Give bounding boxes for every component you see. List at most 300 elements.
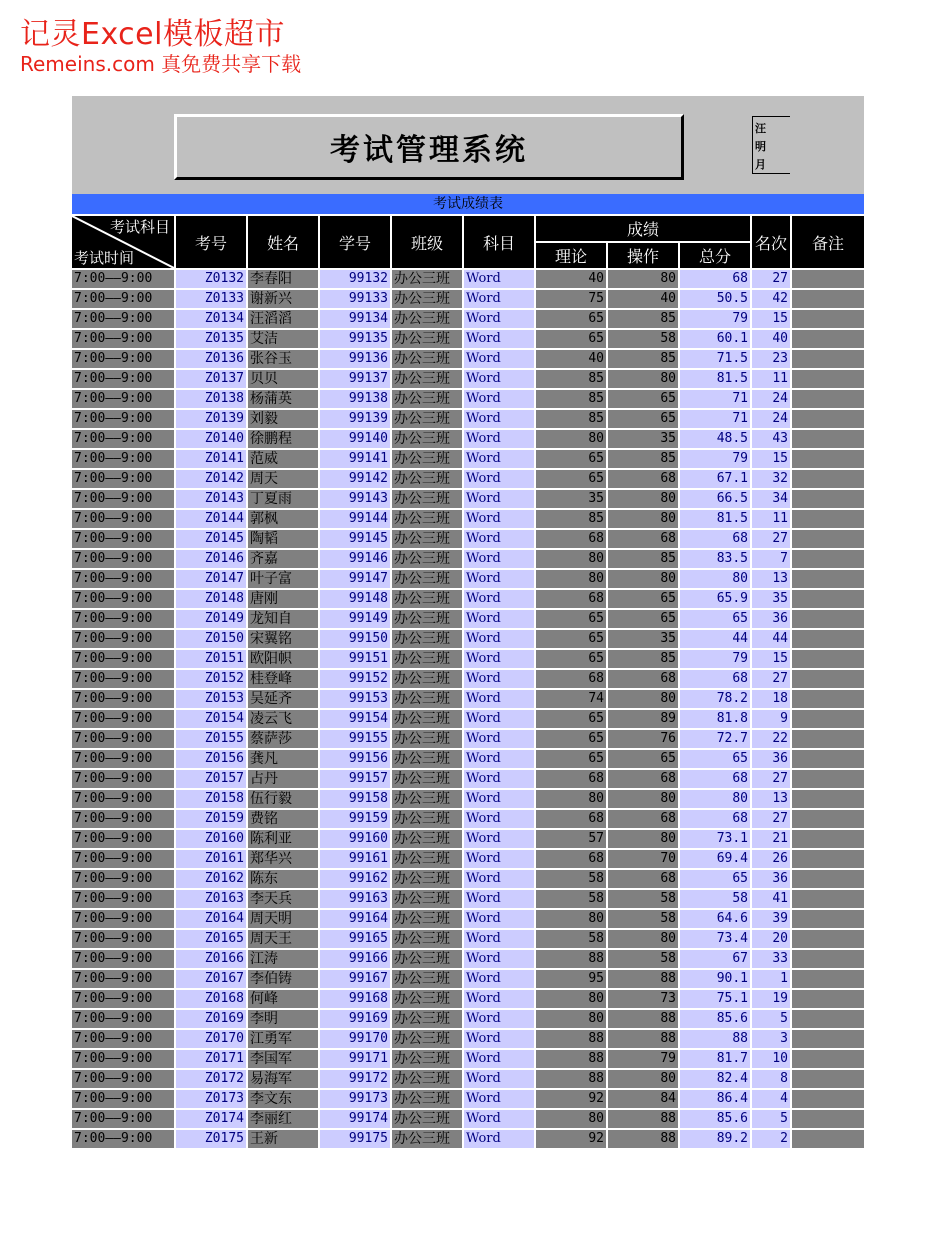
- cell-subject[interactable]: Word: [464, 690, 534, 708]
- cell-class[interactable]: 办公三班: [392, 370, 462, 388]
- cell-note[interactable]: [792, 390, 864, 408]
- cell-name[interactable]: 陈东: [248, 870, 318, 888]
- cell-exam-id[interactable]: Z0155: [176, 730, 246, 748]
- cell-rank[interactable]: 20: [752, 930, 790, 948]
- cell-note[interactable]: [792, 310, 864, 328]
- cell-student-no[interactable]: 99137: [320, 370, 390, 388]
- cell-theory-score[interactable]: 88: [536, 1070, 606, 1088]
- cell-student-no[interactable]: 99134: [320, 310, 390, 328]
- cell-exam-time[interactable]: 7:00——9:00: [72, 510, 174, 528]
- cell-note[interactable]: [792, 890, 864, 908]
- cell-student-no[interactable]: 99139: [320, 410, 390, 428]
- cell-student-no[interactable]: 99158: [320, 790, 390, 808]
- cell-rank[interactable]: 36: [752, 610, 790, 628]
- cell-exam-id[interactable]: Z0137: [176, 370, 246, 388]
- cell-operation-score[interactable]: 80: [608, 690, 678, 708]
- cell-rank[interactable]: 22: [752, 730, 790, 748]
- cell-note[interactable]: [792, 850, 864, 868]
- cell-rank[interactable]: 5: [752, 1010, 790, 1028]
- cell-class[interactable]: 办公三班: [392, 510, 462, 528]
- cell-name[interactable]: 唐刚: [248, 590, 318, 608]
- cell-exam-id[interactable]: Z0162: [176, 870, 246, 888]
- cell-note[interactable]: [792, 430, 864, 448]
- cell-name[interactable]: 丁夏雨: [248, 490, 318, 508]
- cell-total-score[interactable]: 64.6: [680, 910, 750, 928]
- cell-note[interactable]: [792, 1010, 864, 1028]
- cell-exam-time[interactable]: 7:00——9:00: [72, 310, 174, 328]
- cell-subject[interactable]: Word: [464, 730, 534, 748]
- cell-class[interactable]: 办公三班: [392, 730, 462, 748]
- cell-student-no[interactable]: 99145: [320, 530, 390, 548]
- cell-rank[interactable]: 36: [752, 750, 790, 768]
- cell-total-score[interactable]: 89.2: [680, 1130, 750, 1148]
- cell-exam-time[interactable]: 7:00——9:00: [72, 550, 174, 568]
- cell-exam-time[interactable]: 7:00——9:00: [72, 810, 174, 828]
- cell-note[interactable]: [792, 770, 864, 788]
- cell-class[interactable]: 办公三班: [392, 870, 462, 888]
- cell-exam-id[interactable]: Z0158: [176, 790, 246, 808]
- cell-student-no[interactable]: 99164: [320, 910, 390, 928]
- cell-exam-time[interactable]: 7:00——9:00: [72, 650, 174, 668]
- cell-class[interactable]: 办公三班: [392, 670, 462, 688]
- cell-name[interactable]: 李丽红: [248, 1110, 318, 1128]
- cell-exam-id[interactable]: Z0166: [176, 950, 246, 968]
- cell-student-no[interactable]: 99169: [320, 1010, 390, 1028]
- cell-note[interactable]: [792, 710, 864, 728]
- cell-student-no[interactable]: 99152: [320, 670, 390, 688]
- cell-class[interactable]: 办公三班: [392, 810, 462, 828]
- cell-name[interactable]: 杨蒲英: [248, 390, 318, 408]
- cell-total-score[interactable]: 85.6: [680, 1110, 750, 1128]
- cell-student-no[interactable]: 99146: [320, 550, 390, 568]
- cell-note[interactable]: [792, 490, 864, 508]
- cell-exam-time[interactable]: 7:00——9:00: [72, 910, 174, 928]
- cell-class[interactable]: 办公三班: [392, 590, 462, 608]
- cell-exam-time[interactable]: 7:00——9:00: [72, 330, 174, 348]
- cell-theory-score[interactable]: 85: [536, 390, 606, 408]
- cell-name[interactable]: 李伯铸: [248, 970, 318, 988]
- cell-theory-score[interactable]: 88: [536, 1050, 606, 1068]
- cell-subject[interactable]: Word: [464, 670, 534, 688]
- cell-exam-id[interactable]: Z0172: [176, 1070, 246, 1088]
- cell-theory-score[interactable]: 80: [536, 570, 606, 588]
- cell-subject[interactable]: Word: [464, 290, 534, 308]
- cell-exam-id[interactable]: Z0136: [176, 350, 246, 368]
- cell-subject[interactable]: Word: [464, 750, 534, 768]
- cell-name[interactable]: 蔡萨莎: [248, 730, 318, 748]
- cell-exam-time[interactable]: 7:00——9:00: [72, 850, 174, 868]
- cell-class[interactable]: 办公三班: [392, 1070, 462, 1088]
- cell-exam-id[interactable]: Z0146: [176, 550, 246, 568]
- cell-theory-score[interactable]: 65: [536, 610, 606, 628]
- cell-name[interactable]: 李明: [248, 1010, 318, 1028]
- cell-name[interactable]: 李春阳: [248, 270, 318, 288]
- cell-operation-score[interactable]: 68: [608, 770, 678, 788]
- cell-student-no[interactable]: 99154: [320, 710, 390, 728]
- cell-total-score[interactable]: 79: [680, 310, 750, 328]
- cell-exam-id[interactable]: Z0173: [176, 1090, 246, 1108]
- cell-note[interactable]: [792, 630, 864, 648]
- cell-student-no[interactable]: 99141: [320, 450, 390, 468]
- cell-class[interactable]: 办公三班: [392, 550, 462, 568]
- cell-note[interactable]: [792, 530, 864, 548]
- cell-total-score[interactable]: 65.9: [680, 590, 750, 608]
- cell-total-score[interactable]: 69.4: [680, 850, 750, 868]
- cell-class[interactable]: 办公三班: [392, 910, 462, 928]
- cell-exam-time[interactable]: 7:00——9:00: [72, 890, 174, 908]
- cell-rank[interactable]: 18: [752, 690, 790, 708]
- cell-name[interactable]: 费铭: [248, 810, 318, 828]
- cell-rank[interactable]: 15: [752, 650, 790, 668]
- cell-student-no[interactable]: 99175: [320, 1130, 390, 1148]
- cell-operation-score[interactable]: 80: [608, 1070, 678, 1088]
- cell-exam-id[interactable]: Z0143: [176, 490, 246, 508]
- cell-exam-id[interactable]: Z0149: [176, 610, 246, 628]
- cell-name[interactable]: 齐嘉: [248, 550, 318, 568]
- cell-exam-id[interactable]: Z0140: [176, 430, 246, 448]
- cell-class[interactable]: 办公三班: [392, 330, 462, 348]
- cell-rank[interactable]: 24: [752, 410, 790, 428]
- cell-class[interactable]: 办公三班: [392, 570, 462, 588]
- cell-operation-score[interactable]: 76: [608, 730, 678, 748]
- cell-exam-id[interactable]: Z0145: [176, 530, 246, 548]
- cell-student-no[interactable]: 99147: [320, 570, 390, 588]
- cell-total-score[interactable]: 71: [680, 390, 750, 408]
- cell-name[interactable]: 徐鹏程: [248, 430, 318, 448]
- cell-name[interactable]: 周天王: [248, 930, 318, 948]
- title-button[interactable]: [174, 114, 684, 180]
- cell-subject[interactable]: Word: [464, 330, 534, 348]
- cell-student-no[interactable]: 99161: [320, 850, 390, 868]
- cell-rank[interactable]: 8: [752, 1070, 790, 1088]
- cell-operation-score[interactable]: 80: [608, 790, 678, 808]
- cell-subject[interactable]: Word: [464, 1010, 534, 1028]
- cell-subject[interactable]: Word: [464, 830, 534, 848]
- cell-subject[interactable]: Word: [464, 370, 534, 388]
- cell-theory-score[interactable]: 88: [536, 1030, 606, 1048]
- cell-operation-score[interactable]: 40: [608, 290, 678, 308]
- cell-theory-score[interactable]: 65: [536, 450, 606, 468]
- cell-rank[interactable]: 44: [752, 630, 790, 648]
- cell-note[interactable]: [792, 370, 864, 388]
- cell-student-no[interactable]: 99136: [320, 350, 390, 368]
- cell-total-score[interactable]: 80: [680, 790, 750, 808]
- cell-operation-score[interactable]: 68: [608, 810, 678, 828]
- cell-name[interactable]: 江涛: [248, 950, 318, 968]
- cell-operation-score[interactable]: 85: [608, 310, 678, 328]
- cell-note[interactable]: [792, 350, 864, 368]
- cell-name[interactable]: 李国军: [248, 1050, 318, 1068]
- cell-note[interactable]: [792, 570, 864, 588]
- cell-rank[interactable]: 35: [752, 590, 790, 608]
- cell-note[interactable]: [792, 610, 864, 628]
- cell-subject[interactable]: Word: [464, 890, 534, 908]
- cell-operation-score[interactable]: 65: [608, 390, 678, 408]
- cell-subject[interactable]: Word: [464, 1050, 534, 1068]
- cell-total-score[interactable]: 90.1: [680, 970, 750, 988]
- cell-exam-time[interactable]: 7:00——9:00: [72, 290, 174, 308]
- cell-exam-time[interactable]: 7:00——9:00: [72, 790, 174, 808]
- cell-exam-time[interactable]: 7:00——9:00: [72, 1090, 174, 1108]
- cell-exam-id[interactable]: Z0152: [176, 670, 246, 688]
- cell-name[interactable]: 王新: [248, 1130, 318, 1148]
- cell-class[interactable]: 办公三班: [392, 890, 462, 908]
- cell-theory-score[interactable]: 57: [536, 830, 606, 848]
- cell-operation-score[interactable]: 80: [608, 270, 678, 288]
- cell-subject[interactable]: Word: [464, 970, 534, 988]
- cell-rank[interactable]: 34: [752, 490, 790, 508]
- cell-exam-id[interactable]: Z0165: [176, 930, 246, 948]
- cell-subject[interactable]: Word: [464, 930, 534, 948]
- cell-rank[interactable]: 9: [752, 710, 790, 728]
- cell-total-score[interactable]: 68: [680, 770, 750, 788]
- cell-subject[interactable]: Word: [464, 310, 534, 328]
- cell-total-score[interactable]: 68: [680, 530, 750, 548]
- cell-note[interactable]: [792, 1130, 864, 1148]
- cell-class[interactable]: 办公三班: [392, 530, 462, 548]
- cell-theory-score[interactable]: 65: [536, 750, 606, 768]
- cell-exam-id[interactable]: Z0175: [176, 1130, 246, 1148]
- cell-note[interactable]: [792, 470, 864, 488]
- cell-theory-score[interactable]: 58: [536, 930, 606, 948]
- cell-operation-score[interactable]: 35: [608, 430, 678, 448]
- cell-class[interactable]: 办公三班: [392, 1090, 462, 1108]
- cell-exam-time[interactable]: 7:00——9:00: [72, 690, 174, 708]
- cell-note[interactable]: [792, 690, 864, 708]
- cell-subject[interactable]: Word: [464, 790, 534, 808]
- cell-theory-score[interactable]: 65: [536, 470, 606, 488]
- cell-note[interactable]: [792, 290, 864, 308]
- cell-exam-id[interactable]: Z0141: [176, 450, 246, 468]
- cell-total-score[interactable]: 81.5: [680, 370, 750, 388]
- cell-subject[interactable]: Word: [464, 510, 534, 528]
- cell-note[interactable]: [792, 1070, 864, 1088]
- cell-theory-score[interactable]: 80: [536, 910, 606, 928]
- cell-class[interactable]: 办公三班: [392, 690, 462, 708]
- cell-name[interactable]: 陈利亚: [248, 830, 318, 848]
- cell-name[interactable]: 艾洁: [248, 330, 318, 348]
- cell-student-no[interactable]: 99151: [320, 650, 390, 668]
- cell-rank[interactable]: 27: [752, 530, 790, 548]
- cell-rank[interactable]: 26: [752, 850, 790, 868]
- cell-operation-score[interactable]: 68: [608, 670, 678, 688]
- cell-theory-score[interactable]: 68: [536, 590, 606, 608]
- cell-exam-time[interactable]: 7:00——9:00: [72, 1030, 174, 1048]
- cell-total-score[interactable]: 68: [680, 810, 750, 828]
- cell-total-score[interactable]: 60.1: [680, 330, 750, 348]
- cell-operation-score[interactable]: 85: [608, 650, 678, 668]
- cell-subject[interactable]: Word: [464, 650, 534, 668]
- cell-student-no[interactable]: 99160: [320, 830, 390, 848]
- cell-theory-score[interactable]: 68: [536, 670, 606, 688]
- cell-operation-score[interactable]: 88: [608, 1030, 678, 1048]
- cell-name[interactable]: 占丹: [248, 770, 318, 788]
- cell-note[interactable]: [792, 730, 864, 748]
- cell-student-no[interactable]: 99156: [320, 750, 390, 768]
- cell-class[interactable]: 办公三班: [392, 270, 462, 288]
- cell-exam-time[interactable]: 7:00——9:00: [72, 530, 174, 548]
- cell-total-score[interactable]: 71: [680, 410, 750, 428]
- cell-operation-score[interactable]: 88: [608, 1110, 678, 1128]
- cell-rank[interactable]: 27: [752, 270, 790, 288]
- cell-subject[interactable]: Word: [464, 810, 534, 828]
- cell-exam-time[interactable]: 7:00——9:00: [72, 830, 174, 848]
- cell-student-no[interactable]: 99149: [320, 610, 390, 628]
- cell-theory-score[interactable]: 75: [536, 290, 606, 308]
- cell-exam-id[interactable]: Z0151: [176, 650, 246, 668]
- cell-theory-score[interactable]: 65: [536, 630, 606, 648]
- cell-operation-score[interactable]: 73: [608, 990, 678, 1008]
- cell-exam-time[interactable]: 7:00——9:00: [72, 990, 174, 1008]
- cell-operation-score[interactable]: 58: [608, 890, 678, 908]
- cell-operation-score[interactable]: 88: [608, 970, 678, 988]
- cell-note[interactable]: [792, 790, 864, 808]
- cell-total-score[interactable]: 79: [680, 450, 750, 468]
- cell-name[interactable]: 吴延齐: [248, 690, 318, 708]
- cell-name[interactable]: 欧阳帜: [248, 650, 318, 668]
- cell-total-score[interactable]: 48.5: [680, 430, 750, 448]
- cell-student-no[interactable]: 99143: [320, 490, 390, 508]
- cell-rank[interactable]: 39: [752, 910, 790, 928]
- cell-student-no[interactable]: 99166: [320, 950, 390, 968]
- cell-operation-score[interactable]: 58: [608, 950, 678, 968]
- cell-exam-id[interactable]: Z0169: [176, 1010, 246, 1028]
- cell-exam-time[interactable]: 7:00——9:00: [72, 430, 174, 448]
- cell-operation-score[interactable]: 68: [608, 870, 678, 888]
- cell-name[interactable]: 宋翼铭: [248, 630, 318, 648]
- cell-subject[interactable]: Word: [464, 770, 534, 788]
- cell-exam-time[interactable]: 7:00——9:00: [72, 950, 174, 968]
- cell-student-no[interactable]: 99144: [320, 510, 390, 528]
- cell-subject[interactable]: Word: [464, 990, 534, 1008]
- cell-student-no[interactable]: 99172: [320, 1070, 390, 1088]
- cell-note[interactable]: [792, 750, 864, 768]
- cell-exam-time[interactable]: 7:00——9:00: [72, 1110, 174, 1128]
- cell-class[interactable]: 办公三班: [392, 710, 462, 728]
- cell-exam-time[interactable]: 7:00——9:00: [72, 670, 174, 688]
- cell-class[interactable]: 办公三班: [392, 650, 462, 668]
- cell-exam-id[interactable]: Z0134: [176, 310, 246, 328]
- cell-exam-time[interactable]: 7:00——9:00: [72, 1070, 174, 1088]
- cell-exam-time[interactable]: 7:00——9:00: [72, 590, 174, 608]
- cell-class[interactable]: 办公三班: [392, 950, 462, 968]
- cell-total-score[interactable]: 58: [680, 890, 750, 908]
- cell-subject[interactable]: Word: [464, 630, 534, 648]
- cell-total-score[interactable]: 72.7: [680, 730, 750, 748]
- cell-class[interactable]: 办公三班: [392, 450, 462, 468]
- cell-total-score[interactable]: 81.5: [680, 510, 750, 528]
- cell-operation-score[interactable]: 80: [608, 370, 678, 388]
- cell-rank[interactable]: 13: [752, 790, 790, 808]
- cell-theory-score[interactable]: 80: [536, 1110, 606, 1128]
- cell-class[interactable]: 办公三班: [392, 490, 462, 508]
- cell-student-no[interactable]: 99133: [320, 290, 390, 308]
- cell-rank[interactable]: 43: [752, 430, 790, 448]
- cell-total-score[interactable]: 73.4: [680, 930, 750, 948]
- cell-exam-time[interactable]: 7:00——9:00: [72, 470, 174, 488]
- cell-note[interactable]: [792, 930, 864, 948]
- cell-subject[interactable]: Word: [464, 410, 534, 428]
- cell-theory-score[interactable]: 58: [536, 890, 606, 908]
- cell-note[interactable]: [792, 410, 864, 428]
- cell-exam-time[interactable]: 7:00——9:00: [72, 770, 174, 788]
- cell-subject[interactable]: Word: [464, 850, 534, 868]
- cell-student-no[interactable]: 99165: [320, 930, 390, 948]
- cell-exam-id[interactable]: Z0132: [176, 270, 246, 288]
- cell-exam-time[interactable]: 7:00——9:00: [72, 750, 174, 768]
- cell-rank[interactable]: 2: [752, 1130, 790, 1148]
- cell-rank[interactable]: 15: [752, 450, 790, 468]
- cell-theory-score[interactable]: 88: [536, 950, 606, 968]
- cell-note[interactable]: [792, 810, 864, 828]
- cell-exam-time[interactable]: 7:00——9:00: [72, 270, 174, 288]
- cell-exam-time[interactable]: 7:00——9:00: [72, 710, 174, 728]
- cell-student-no[interactable]: 99162: [320, 870, 390, 888]
- cell-note[interactable]: [792, 550, 864, 568]
- cell-subject[interactable]: Word: [464, 1070, 534, 1088]
- cell-student-no[interactable]: 99148: [320, 590, 390, 608]
- cell-theory-score[interactable]: 68: [536, 770, 606, 788]
- cell-subject[interactable]: Word: [464, 550, 534, 568]
- cell-rank[interactable]: 27: [752, 770, 790, 788]
- cell-subject[interactable]: Word: [464, 1090, 534, 1108]
- cell-operation-score[interactable]: 68: [608, 470, 678, 488]
- cell-note[interactable]: [792, 950, 864, 968]
- cell-theory-score[interactable]: 40: [536, 270, 606, 288]
- cell-exam-id[interactable]: Z0144: [176, 510, 246, 528]
- cell-name[interactable]: 谢新兴: [248, 290, 318, 308]
- cell-operation-score[interactable]: 88: [608, 1010, 678, 1028]
- cell-note[interactable]: [792, 870, 864, 888]
- cell-class[interactable]: 办公三班: [392, 790, 462, 808]
- cell-student-no[interactable]: 99142: [320, 470, 390, 488]
- cell-class[interactable]: 办公三班: [392, 610, 462, 628]
- cell-note[interactable]: [792, 990, 864, 1008]
- cell-theory-score[interactable]: 80: [536, 430, 606, 448]
- cell-total-score[interactable]: 50.5: [680, 290, 750, 308]
- cell-exam-id[interactable]: Z0139: [176, 410, 246, 428]
- cell-rank[interactable]: 7: [752, 550, 790, 568]
- cell-name[interactable]: 李文东: [248, 1090, 318, 1108]
- cell-theory-score[interactable]: 35: [536, 490, 606, 508]
- cell-exam-id[interactable]: Z0163: [176, 890, 246, 908]
- cell-exam-time[interactable]: 7:00——9:00: [72, 570, 174, 588]
- cell-rank[interactable]: 40: [752, 330, 790, 348]
- cell-exam-time[interactable]: 7:00——9:00: [72, 390, 174, 408]
- cell-exam-id[interactable]: Z0157: [176, 770, 246, 788]
- cell-theory-score[interactable]: 74: [536, 690, 606, 708]
- cell-total-score[interactable]: 88: [680, 1030, 750, 1048]
- cell-class[interactable]: 办公三班: [392, 630, 462, 648]
- cell-name[interactable]: 龙知自: [248, 610, 318, 628]
- cell-theory-score[interactable]: 80: [536, 990, 606, 1008]
- cell-total-score[interactable]: 78.2: [680, 690, 750, 708]
- cell-student-no[interactable]: 99140: [320, 430, 390, 448]
- cell-name[interactable]: 伍行毅: [248, 790, 318, 808]
- cell-class[interactable]: 办公三班: [392, 1110, 462, 1128]
- cell-student-no[interactable]: 99173: [320, 1090, 390, 1108]
- cell-subject[interactable]: Word: [464, 1130, 534, 1148]
- cell-subject[interactable]: Word: [464, 1110, 534, 1128]
- cell-operation-score[interactable]: 65: [608, 610, 678, 628]
- cell-note[interactable]: [792, 590, 864, 608]
- cell-subject[interactable]: Word: [464, 910, 534, 928]
- cell-exam-id[interactable]: Z0156: [176, 750, 246, 768]
- cell-operation-score[interactable]: 58: [608, 910, 678, 928]
- cell-total-score[interactable]: 85.6: [680, 1010, 750, 1028]
- cell-name[interactable]: 贝贝: [248, 370, 318, 388]
- cell-name[interactable]: 刘毅: [248, 410, 318, 428]
